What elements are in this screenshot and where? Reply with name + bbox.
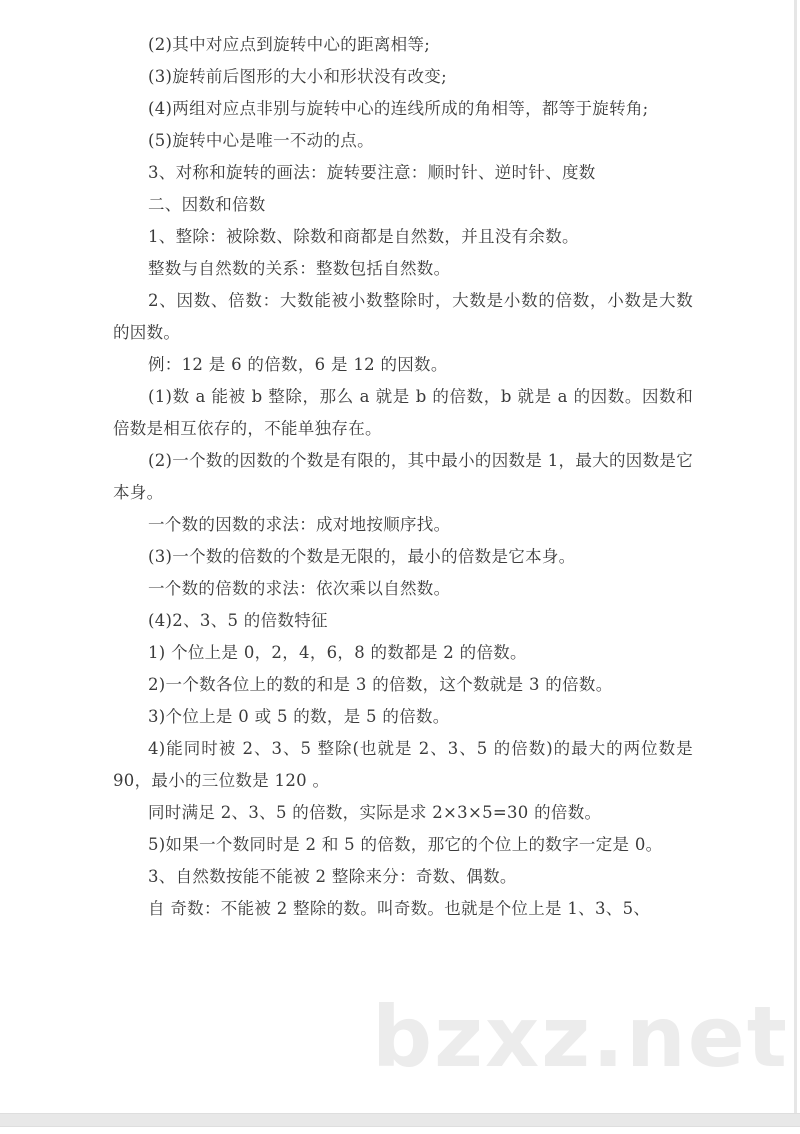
paragraph: (5)旋转中心是唯一不动的点。 <box>148 131 374 150</box>
paragraph: (3)一个数的倍数的个数是无限的，最小的倍数是它本身。 <box>148 547 576 566</box>
paragraph: 4)能同时被 2、3、5 整除(也就是 2、3、5 的倍数)的最大的两位数是 90，最小的三位数是 120 。 <box>113 739 693 790</box>
section-heading: 二、因数和倍数 <box>148 195 266 214</box>
paragraph: (2)一个数的因数的个数是有限的，其中最小的因数是 1，最大的因数是它本身。 <box>113 451 693 502</box>
watermark: bzxz.net <box>372 988 789 1086</box>
paragraph: 3、对称和旋转的画法：旋转要注意：顺时针、逆时针、度数 <box>148 163 596 182</box>
paragraph: (3)旋转前后图形的大小和形状没有改变; <box>148 67 447 86</box>
paragraph: (1)数 a 能被 b 整除，那么 a 就是 b 的倍数，b 就是 a 的因数。因数和倍数是相互依存的，不能单独存在。 <box>113 387 693 438</box>
paragraph: 2)一个数各位上的数的和是 3 的倍数，这个数就是 3 的倍数。 <box>148 675 613 694</box>
paragraph: 同时满足 2、3、5 的倍数，实际是求 2×3×5=30 的倍数。 <box>148 803 602 822</box>
paragraph: 自 奇数：不能被 2 整除的数。叫奇数。也就是个位上是 1、3、5、 <box>148 899 651 918</box>
paragraph: 3)个位上是 0 或 5 的数，是 5 的倍数。 <box>148 707 450 726</box>
document-body <box>113 29 693 925</box>
paragraph: 1、整除：被除数、除数和商都是自然数，并且没有余数。 <box>148 227 579 246</box>
paragraph: 3、自然数按能不能被 2 整除来分：奇数、偶数。 <box>148 867 517 886</box>
paragraph: 1) 个位上是 0，2，4，6，8 的数都是 2 的倍数。 <box>148 643 527 662</box>
paragraph: 整数与自然数的关系：整数包括自然数。 <box>148 259 451 278</box>
paragraph: (4)两组对应点非别与旋转中心的连线所成的角相等，都等于旋转角; <box>148 99 649 118</box>
paragraph: 5)如果一个数同时是 2 和 5 的倍数，那它的个位上的数字一定是 0。 <box>148 835 663 854</box>
page-separator <box>0 1113 800 1127</box>
paragraph: 一个数的因数的求法：成对地按顺序找。 <box>148 515 451 534</box>
paragraph: 例：12 是 6 的倍数，6 是 12 的因数。 <box>148 355 448 374</box>
paragraph: (4)2、3、5 的倍数特征 <box>148 611 328 630</box>
paragraph: 2、因数、倍数：大数能被小数整除时，大数是小数的倍数，小数是大数的因数。 <box>113 291 693 342</box>
paragraph: 一个数的倍数的求法：依次乘以自然数。 <box>148 579 451 598</box>
paragraph: (2)其中对应点到旋转中心的距离相等; <box>148 35 431 54</box>
